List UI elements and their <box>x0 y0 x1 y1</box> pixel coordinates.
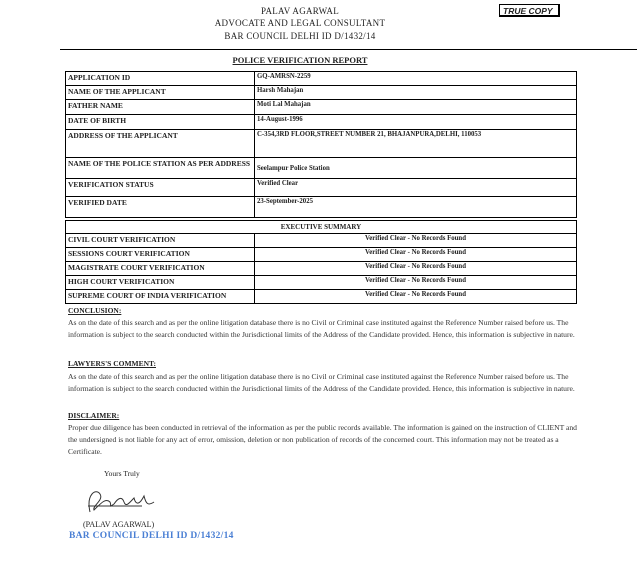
detail-label: ADDRESS OF THE APPLICANT <box>66 130 255 158</box>
summary-value: Verified Clear - No Records Found <box>255 276 577 290</box>
detail-row <box>66 130 577 158</box>
detail-label: APPLICATION ID <box>66 72 255 86</box>
detail-value: 23-September-2025 <box>255 197 577 218</box>
detail-value: Moti Lal Mahajan <box>255 100 577 115</box>
summary-heading: EXECUTIVE SUMMARY <box>66 221 577 234</box>
detail-value: GQ-AMRSN-2259 <box>255 72 577 86</box>
detail-value: C-354,3RD FLOOR,STREET NUMBER 21, BHAJANPURA,DELHI, 110053 <box>255 130 577 158</box>
detail-row <box>66 158 577 179</box>
detail-row <box>66 115 577 130</box>
detail-row <box>66 100 577 115</box>
executive-summary-table <box>65 220 577 304</box>
summary-row <box>66 276 577 290</box>
signature <box>82 484 162 518</box>
signatory-bar-id: BAR COUNCIL DELHI ID D/1432/14 <box>69 531 234 541</box>
detail-value: Verified Clear <box>255 179 577 197</box>
summary-label: SUPREME COURT OF INDIA VERIFICATION <box>66 290 255 304</box>
detail-label: NAME OF THE APPLICANT <box>66 86 255 100</box>
comment-heading: LAWYERS'S COMMENT: <box>68 359 156 368</box>
details-table <box>65 71 577 218</box>
header-divider <box>60 49 637 50</box>
detail-row <box>66 179 577 197</box>
comment-text: As on the date of this search and as per the online litigation database there is no Civil or Criminal case instituted against the Reference Number raised before us. The information is subject to the search conducted within the Jurisdictional limits of the Address of the Candidate provided. Hence, this information is subjective in nature. <box>68 372 575 393</box>
true-copy-stamp: TRUE COPY <box>499 4 560 17</box>
summary-value: Verified Clear - No Records Found <box>255 290 577 304</box>
summary-label: HIGH COURT VERIFICATION <box>66 276 255 290</box>
detail-row <box>66 197 577 218</box>
advocate-name: PALAV AGARWAL <box>260 6 339 16</box>
detail-value: Harsh Mahajan <box>255 86 577 100</box>
detail-label: VERIFICATION STATUS <box>66 179 255 197</box>
summary-label: MAGISTRATE COURT VERIFICATION <box>66 262 255 276</box>
detail-value: 14-August-1996 <box>255 115 577 130</box>
summary-label: SESSIONS COURT VERIFICATION <box>66 248 255 262</box>
bar-council-id: BAR COUNCIL DELHI ID D/1432/14 <box>224 31 376 41</box>
summary-row <box>66 234 577 248</box>
detail-label: NAME OF THE POLICE STATION AS PER ADDRESS <box>66 158 255 179</box>
detail-row <box>66 72 577 86</box>
detail-label: DATE OF BIRTH <box>66 115 255 130</box>
conclusion-text: As on the date of this search and as per the online litigation database there is no Civil or Criminal case instituted against the Reference Number raised before us. The information is subject to the search conducted within the Jurisdictional limits of the Address of the Candidate provided. Hence, this information is subjective in nature. <box>68 318 575 339</box>
disclaimer-heading: DISCLAIMER: <box>68 411 120 420</box>
summary-label: CIVIL COURT VERIFICATION <box>66 234 255 248</box>
report-title: POLICE VERIFICATION REPORT <box>232 55 368 65</box>
disclaimer-text: Proper due diligence has been conducted in retrieval of the information as per the public records available. The information is gained on the instruction of CLIENT and the undersigned is not liable for any act of error, omission, deletion or non publication of records of the concerned court. This information may not be treated as a Certificate. <box>68 423 577 456</box>
signatory-name: (PALAV AGARWAL) <box>83 520 155 529</box>
detail-row <box>66 86 577 100</box>
summary-row <box>66 262 577 276</box>
summary-value: Verified Clear - No Records Found <box>255 262 577 276</box>
summary-value: Verified Clear - No Records Found <box>255 248 577 262</box>
detail-value: Seelampur Police Station <box>255 158 577 179</box>
summary-value: Verified Clear - No Records Found <box>255 234 577 248</box>
advocate-role: ADVOCATE AND LEGAL CONSULTANT <box>214 18 386 28</box>
summary-row <box>66 248 577 262</box>
detail-label: VERIFIED DATE <box>66 197 255 218</box>
summary-row <box>66 290 577 304</box>
detail-label: FATHER NAME <box>66 100 255 115</box>
closing: Yours Truly <box>104 469 140 478</box>
conclusion-heading: CONCLUSION: <box>68 306 122 315</box>
